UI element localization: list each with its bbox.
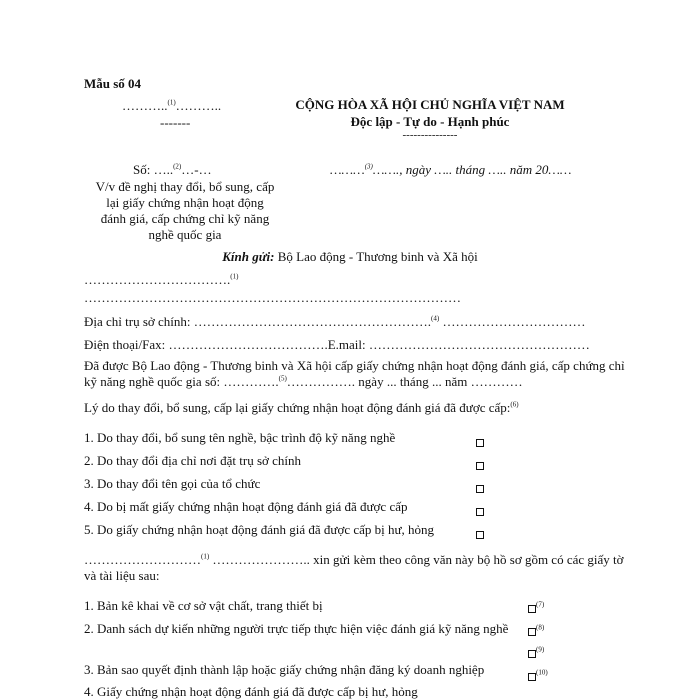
org-name-dots: …………………………….	[84, 272, 231, 287]
national-motto: Độc lập - Tự do - Hạnh phúc	[350, 114, 510, 129]
doc-number	[133, 162, 212, 178]
document-item: 3. Bản sao quyết định thành lập hoặc giấy chứng nhận đăng ký doanh nghiệp	[84, 662, 485, 677]
doc-date-text: ……., ngày ….. tháng ….. năm 20……	[372, 162, 572, 177]
document-item: 4. Giấy chứng nhận hoạt động đánh giá đã được cấp bị hư, hỏng	[84, 684, 418, 699]
contact-line: Điện thoại/Fax: ……………………………….E.mail: ……………………………………………	[84, 337, 590, 352]
recipient-value: Bộ Lao động - Thương binh và Xã hội	[274, 249, 478, 264]
reason-item: 5. Do giấy chứng nhận hoạt động đánh giá đã được cấp bị hư, hỏng	[84, 522, 435, 537]
org-name-note: (1)	[230, 272, 239, 281]
doc-date-note: (3)	[364, 162, 373, 171]
org-dash: -------	[160, 115, 191, 130]
national-title: CỘNG HÒA XÃ HỘI CHỦ NGHĨA VIỆT NAM	[295, 97, 565, 112]
document-checkbox[interactable]	[528, 645, 544, 661]
document-note: (9)	[536, 645, 545, 654]
doc-date	[330, 162, 571, 178]
reason-item: 4. Do bị mất giấy chứng nhận hoạt động đánh giá đã được cấp	[84, 499, 408, 514]
org-line-dots-after: ………..	[175, 98, 222, 113]
submit-paragraph	[84, 552, 632, 584]
document-checkbox[interactable]	[528, 600, 544, 616]
org-note: (1)	[167, 98, 176, 107]
reason-text: Lý do thay đổi, bổ sung, cấp lại giấy chứng nhận hoạt động đánh giá đã được cấp:	[84, 400, 511, 415]
org-name-line-1	[84, 272, 238, 288]
recipient	[84, 249, 616, 265]
reason-checkbox[interactable]	[476, 457, 484, 473]
document-note: (8)	[536, 623, 545, 632]
doc-date-pre: ………	[330, 162, 365, 177]
document-item: 1. Bản kê khai về cơ sở vật chất, trang thiết bị	[84, 598, 323, 613]
address-line	[84, 314, 585, 330]
granted-paragraph	[84, 358, 632, 390]
address-tail: ……………………………	[439, 314, 586, 329]
doc-subject: V/v đề nghị thay đổi, bổ sung, cấp lại giấy chứng nhận hoạt động đánh giá, cấp chứng chỉ kỹ năng nghề quốc gia	[95, 179, 275, 242]
submit-pre: ………………………	[84, 552, 201, 567]
reason-checkbox[interactable]	[476, 503, 484, 519]
address-note: (4)	[431, 314, 440, 323]
document-note: (10)	[536, 668, 548, 677]
submit-text: ………………….. xin gửi kèm theo công văn này bộ hồ sơ gồm có các giấy tờ và tài liệu sau:	[84, 552, 624, 583]
reason-item: 2. Do thay đổi địa chỉ nơi đặt trụ sở chính	[84, 453, 302, 468]
granted-tail: ……………. ngày ... tháng ... năm …………	[286, 374, 523, 389]
reason-item: 3. Do thay đổi tên gọi của tổ chức	[84, 476, 261, 491]
doc-number-label: Số: …..	[133, 162, 174, 177]
document-checkbox[interactable]	[528, 623, 544, 639]
document-item: 2. Danh sách dự kiến những người trực tiếp thực hiện việc đánh giá kỹ năng nghề	[84, 621, 509, 636]
form-code: Mẫu số 04	[84, 76, 142, 91]
org-name-line-2: ……………………………………………………………………………	[84, 290, 461, 305]
granted-text: Đã được Bộ Lao động - Thương binh và Xã hội cấp giấy chứng nhận hoạt động đánh giá, cấp chứng chỉ kỹ năng nghề quốc gia số: ………….	[84, 358, 625, 389]
reason-checkbox[interactable]	[476, 434, 484, 450]
doc-number-note: (2)	[173, 162, 182, 171]
reason-checkbox[interactable]	[476, 480, 484, 496]
reason-checkbox[interactable]	[476, 526, 484, 542]
reason-item: 1. Do thay đổi, bổ sung tên nghề, bậc trình độ kỹ năng nghề	[84, 430, 396, 445]
submit-note: (1)	[201, 552, 210, 561]
org-line	[122, 98, 221, 114]
address-label: Địa chỉ trụ sở chính: ……………………………………………….	[84, 314, 432, 329]
document-checkbox[interactable]	[528, 668, 548, 684]
granted-note: (5)	[278, 374, 287, 383]
national-rule: ---------------	[402, 129, 458, 141]
document-note: (7)	[536, 600, 545, 609]
reason-heading	[84, 400, 519, 416]
doc-number-tail: …-…	[181, 162, 212, 177]
recipient-label: Kính gửi:	[222, 249, 275, 264]
org-line-dots: ………..	[122, 98, 168, 113]
reason-note: (6)	[510, 400, 519, 409]
